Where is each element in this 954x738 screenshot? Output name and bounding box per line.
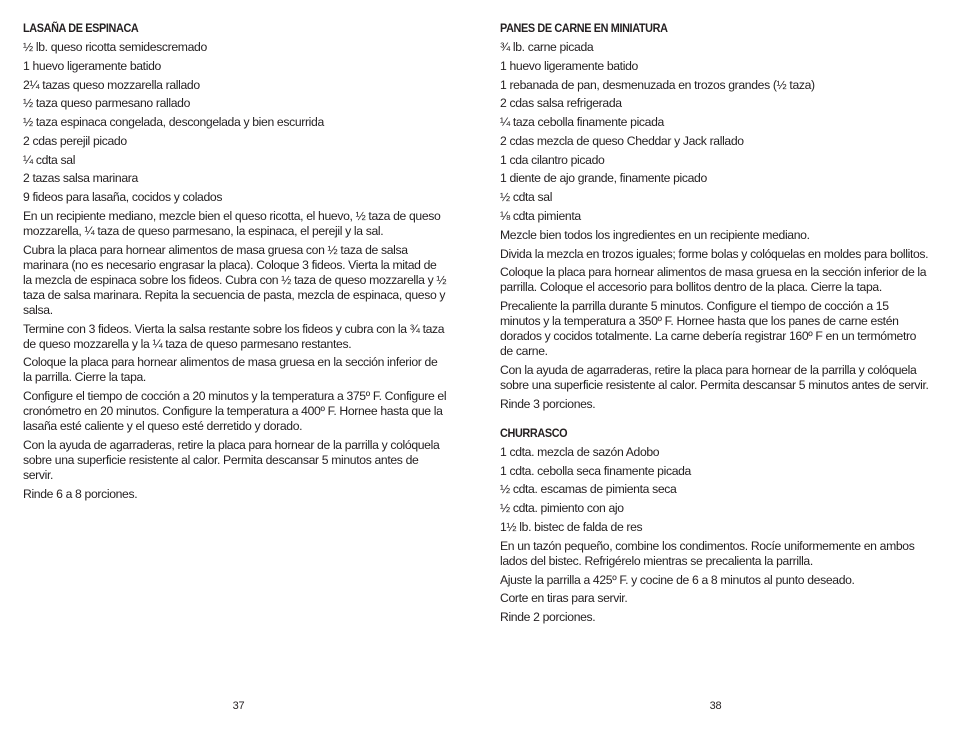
servings-note: Rinde 2 porciones. — [500, 610, 596, 625]
recipe-panes-de-carne — [500, 21, 930, 412]
ingredient-item: 2 cdas perejil picado — [23, 133, 127, 148]
instruction-step: Cubra la placa para hornear alimentos de masa gruesa con ½ taza de salsa marinara (no es necesario engrasar la placa). Coloque 3 fideos. Vierta la mitad de la mezcla de espinaca sobre los fideos. Cubra con ½ taza de queso mozzarella y ½ taza de salsa marinara. Repita la secuencia de pasta, mezcla de espinaca, queso y salsa. — [23, 242, 447, 317]
page-number: 38 — [709, 700, 722, 712]
ingredient-item: 1 cda cilantro picado — [500, 152, 605, 167]
instruction-step: Termine con 3 fideos. Vierta la salsa restante sobre los fideos y cubra con la ¾ taza de queso mozzarella y la ¼ taza de queso parmesano restantes. — [23, 321, 445, 351]
left-column — [23, 21, 447, 506]
ingredient-list — [23, 40, 447, 205]
ingredient-item: 1 cdta. mezcla de sazón Adobo — [500, 444, 660, 459]
ingredient-item: ¼ cdta sal — [23, 152, 76, 167]
ingredient-item: ¾ lb. carne picada — [500, 40, 594, 54]
recipe-title: LASAÑA DE ESPINACA — [23, 21, 139, 35]
ingredient-item: 2 cdas mezcla de queso Cheddar y Jack rallado — [500, 133, 744, 148]
instruction-step: Coloque la placa para hornear alimentos de masa gruesa en la sección inferior de la parrilla. Coloque el accesorio para bollitos dentro de la placa. Cierre la tapa. — [500, 265, 927, 295]
recipe-churrasco — [500, 426, 930, 625]
instruction-list — [500, 228, 930, 412]
instruction-step: Configure el tiempo de cocción a 20 minutos y la temperatura a 375º F. Configure el cronómetro en 20 minutos. Configure la temperatura a 400º F. Hornee hasta que la lasaña esté caliente y el queso esté derretido y dorado. — [23, 389, 447, 434]
ingredient-item: 1 huevo ligeramente batido — [500, 58, 638, 73]
ingredient-item: 1½ lb. bistec de falda de res — [500, 519, 643, 534]
ingredient-item: ½ taza espinaca congelada, descongelada y bien escurrida — [23, 115, 324, 130]
instruction-step: Coloque la placa para hornear alimentos de masa gruesa en la sección inferior de la parrilla. Cierre la tapa. — [23, 355, 438, 385]
ingredient-item: 1 rebanada de pan, desmenuzada en trozos grandes (½ taza) — [500, 77, 815, 92]
ingredient-item: ½ taza queso parmesano rallado — [23, 96, 191, 111]
instruction-step: En un tazón pequeño, combine los condimentos. Rocíe uniformemente en ambos lados del bistec. Refrigérelo mientras se precalienta la parrilla. — [500, 538, 915, 568]
ingredient-list — [500, 445, 930, 535]
ingredient-item: ½ lb. queso ricotta semidescremado — [23, 40, 207, 54]
ingredient-item: ½ cdta. pimiento con ajo — [500, 501, 624, 516]
recipe-lasana-espinaca — [23, 21, 447, 502]
instruction-step: Con la ayuda de agarraderas, retire la placa para hornear de la parrilla y colóquela sobre una superficie resistente al calor. Permita descansar 5 minutos antes de servir. — [500, 363, 929, 392]
ingredient-item: ⅛ cdta pimienta — [500, 209, 581, 224]
right-page — [477, 0, 954, 738]
instruction-step: Mezcle bien todos los ingredientes en un recipiente mediano. — [500, 227, 810, 242]
instruction-list — [23, 209, 447, 502]
ingredient-item: 2 tazas salsa marinara — [23, 171, 138, 186]
right-column — [500, 21, 930, 629]
instruction-step: En un recipiente mediano, mezcle bien el queso ricotta, el huevo, ½ taza de queso mozzarella, ¼ taza de queso parmesano, la espinaca, el perejil y la sal. — [23, 209, 441, 239]
servings-note: Rinde 3 porciones. — [500, 396, 596, 411]
instruction-list — [500, 539, 930, 625]
ingredient-item: ¼ taza cebolla finamente picada — [500, 115, 664, 130]
ingredient-item: 2 cdas salsa refrigerada — [500, 96, 622, 111]
ingredient-item: 9 fideos para lasaña, cocidos y colados — [23, 190, 223, 205]
instruction-step: Divida la mezcla en trozos iguales; forme bolas y colóquelas en moldes para bollitos. — [500, 246, 929, 261]
instruction-step: Precaliente la parrilla durante 5 minutos. Configure el tiempo de cocción a 15 minutos y la temperatura a 350º F. Hornee hasta que los panes de carne estén dorados y cocidos totalmente. La carne debería registrar 160º F en un termómetro de carne. — [500, 299, 917, 359]
recipe-title: PANES DE CARNE EN MINIATURA — [500, 21, 668, 35]
ingredient-item: 1 cdta. cebolla seca finamente picada — [500, 463, 691, 478]
recipe-title: CHURRASCO — [500, 425, 568, 440]
instruction-step: Corte en tiras para servir. — [500, 591, 628, 606]
page-number: 37 — [232, 700, 245, 712]
instruction-step: Ajuste la parrilla a 425º F. y cocine de 6 a 8 minutos al punto deseado. — [500, 572, 855, 587]
instruction-step: Con la ayuda de agarraderas, retire la placa para hornear de la parrilla y colóquela sobre una superficie resistente al calor. Permita descansar 5 minutos antes de servir. — [23, 438, 440, 483]
ingredient-item: ½ cdta sal — [500, 190, 553, 205]
ingredient-item: 2¼ tazas queso mozzarella rallado — [23, 77, 200, 92]
servings-note: Rinde 6 a 8 porciones. — [23, 486, 138, 501]
ingredient-list — [500, 40, 930, 224]
ingredient-item: 1 huevo ligeramente batido — [23, 58, 161, 73]
ingredient-item: ½ cdta. escamas de pimienta seca — [500, 482, 677, 497]
ingredient-item: 1 diente de ajo grande, finamente picado — [500, 171, 707, 186]
